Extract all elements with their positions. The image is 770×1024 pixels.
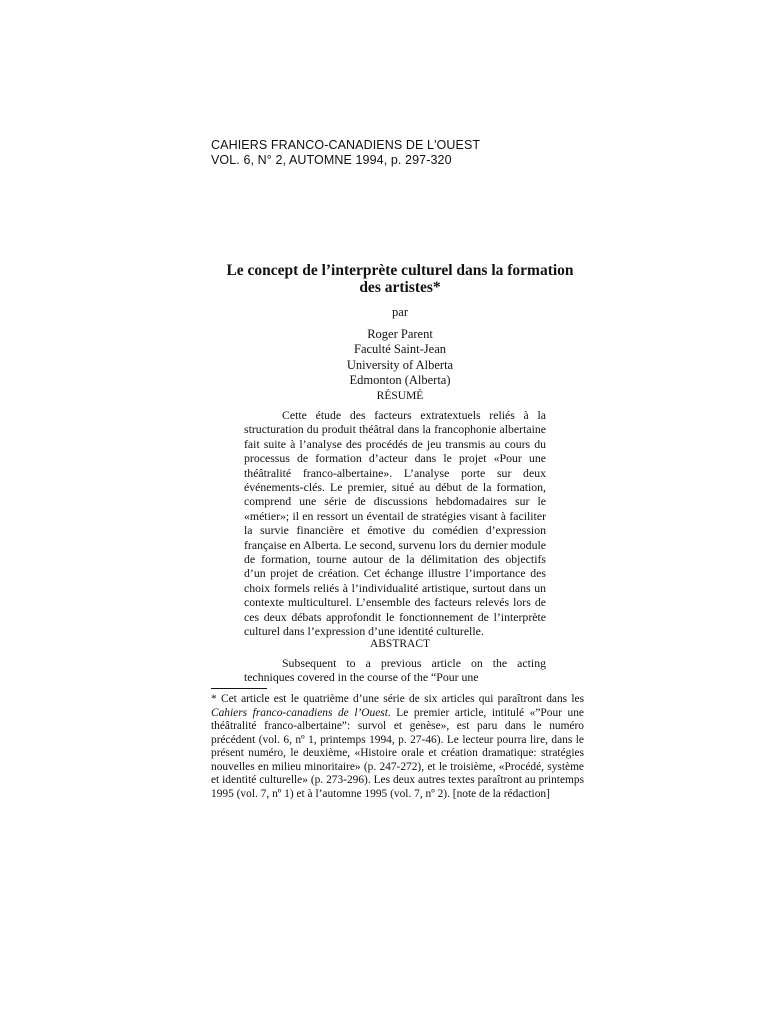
byline-par: par: [392, 305, 408, 319]
author-city: Edmonton (Alberta): [349, 372, 451, 387]
footnote-divider: [211, 688, 267, 689]
footnote-text-part-2: . Le premier article, intitulé «”Pour une théâtralité franco-albertaine”: survol et genèse», est paru dans le numéro précédent (vol. 6, nº 1, printemps 1994, p. 27-46). Le lecteur pourra lire, dans le présent numéro, le deuxième, «Histoire orale et création dramatique: stratégies nouvelles en milieu minoritaire» (p. 247-272), et le troisième, «Procédé, système et identité culturelle» (p. 273-296). Les deux autres textes paraîtront au printemps 1995 (vol. 7, nº 1) et à l’automne 1995 (vol. 7, nº 2). [note de la rédaction]: [211, 706, 584, 800]
journal-issue: VOL. 6, N° 2, AUTOMNE 1994, p. 297-320: [211, 153, 452, 167]
footnote-journal-name: Cahiers franco-canadiens de l’Ouest: [211, 706, 388, 719]
resume-text: Cette étude des facteurs extratextuels reliés à la structuration du produit théâtral dans la francophonie albertaine fait suite à l’analyse des procédés de jeu transmis au cours du processus de formation d’acteur dans le projet «Pour une théâtralité franco-albertaine». L’analyse porte sur deux événements-clés. Le premier, situé au début de la formation, comprend une série de discussions hebdomadaires sur le «métier»; il en ressort un éventail de stratégies visant à faciliter la survie financière et émotive du comédien d’expression française en Alberta. Le second, survenu lors du dernier module de formation, tourne autour de la délimitation des objectifs d’un projet de création. Cet échange illustre l’importance des choix formels reliés à l’individualité artistique, surtout dans un contexte multiculturel. L’ensemble des facteurs relevés lors de ces deux débats approfondit le fonctionnement de l’interprète culturel dans l’expression d’une identité culturelle.: [244, 408, 546, 639]
journal-header: [211, 138, 480, 168]
footnote-text-part-1: * Cet article est le quatrième d’une série de six articles qui paraîtront dans les: [211, 693, 584, 705]
abstract-text: Subsequent to a previous article on the acting techniques covered in the course of the “Pour une: [244, 656, 546, 685]
byline: [200, 305, 600, 388]
resume-heading: RÉSUMÉ: [376, 390, 424, 402]
article-title-line-1: Le concept de l’interprète culturel dans la formation: [226, 262, 574, 279]
author-faculty: Faculté Saint-Jean: [354, 342, 446, 357]
author-name: Roger Parent: [367, 327, 433, 342]
abstract-heading: ABSTRACT: [369, 638, 431, 650]
author-university: University of Alberta: [346, 357, 454, 372]
article-title-line-2: des artistes*: [359, 279, 441, 296]
journal-name: CAHIERS FRANCO-CANADIENS DE L'OUEST: [211, 138, 481, 152]
footnote: [211, 693, 584, 801]
article-title: [180, 262, 620, 296]
